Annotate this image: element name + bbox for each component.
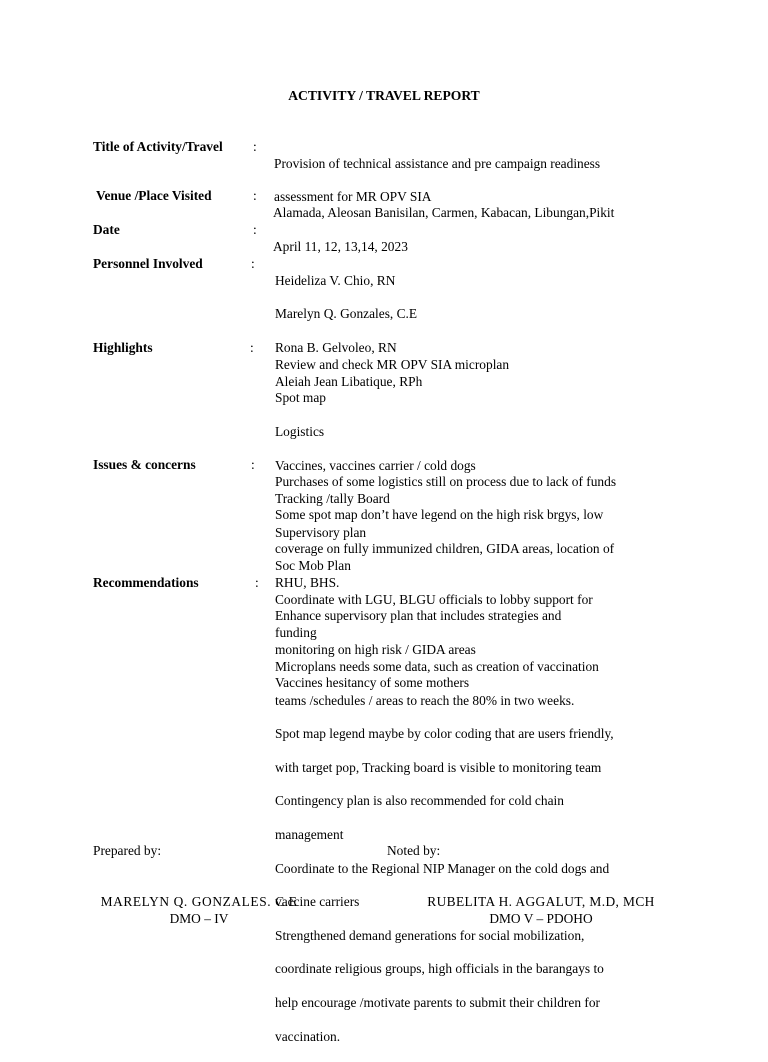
- venue-line: Alamada, Aleosan Banisilan, Carmen, Kabacan, Libungan,Pikit: [273, 204, 615, 220]
- recommendation-line: Microplans needs some data, such as creation of vaccination: [275, 658, 599, 674]
- recommendation-line: vaccination.: [275, 1028, 341, 1044]
- highlight-item: Review and check MR OPV SIA microplan: [275, 356, 510, 372]
- activity-line: Provision of technical assistance and pre campaign readiness: [274, 155, 601, 171]
- personnel-item: Rona B. Gelvoleo, RN: [275, 339, 397, 355]
- recommendation-line: vaccine carriers: [275, 894, 360, 910]
- noted-by-label: Noted by:: [387, 843, 441, 858]
- preparer-signature-block: [93, 893, 305, 927]
- date-colon: :: [253, 222, 257, 237]
- highlight-item: Soc Mob Plan: [275, 558, 351, 574]
- highlight-item: Supervisory plan: [275, 524, 367, 540]
- highlights-colon: :: [250, 340, 254, 355]
- personnel-item: Marelyn Q. Gonzales, C.E: [275, 306, 418, 322]
- personnel-colon: :: [251, 256, 255, 271]
- recommendation-line: help encourage /motivate parents to submit their children for: [275, 994, 600, 1010]
- activity-label: Title of Activity/Travel: [93, 139, 223, 154]
- highlight-item: Spot map: [275, 390, 326, 406]
- issue-line: RHU, BHS.: [275, 574, 340, 590]
- recommendation-line: Coordinate to the Regional NIP Manager on the cold dogs and: [275, 860, 610, 876]
- issue-line: monitoring on high risk / GIDA areas: [275, 641, 476, 657]
- issue-line: Some spot map don’t have legend on the high risk brgys, low: [275, 507, 604, 523]
- date-line: April 11, 12, 13,14, 2023: [273, 238, 408, 254]
- document-title: ACTIVITY / TRAVEL REPORT: [288, 88, 480, 103]
- issue-line: coverage on fully immunized children, GIDA areas, location of: [275, 540, 615, 556]
- personnel-item: Aleiah Jean Libatique, RPh: [275, 373, 423, 389]
- preparer-title: DMO – IV: [169, 911, 229, 926]
- recommendations-label: Recommendations: [93, 575, 199, 590]
- recommendation-line: teams /schedules / areas to reach the 80% in two weeks.: [275, 692, 575, 708]
- preparer-name: MARELYN Q. GONZALES. C.E: [100, 894, 298, 909]
- personnel-item: Heideliza V. Chio, RN: [275, 272, 396, 288]
- recommendation-line: Spot map legend maybe by color coding that are users friendly,: [275, 726, 614, 742]
- issue-line: Purchases of some logistics still on process due to lack of funds: [275, 473, 617, 489]
- venue-label: Venue /Place Visited: [96, 188, 212, 203]
- issues-label: Issues & concerns: [93, 457, 196, 472]
- personnel-label: Personnel Involved: [93, 256, 203, 271]
- activity-line: assessment for MR OPV SIA: [274, 189, 432, 205]
- recommendation-line: Strengthened demand generations for social mobilization,: [275, 927, 585, 943]
- recommendation-line: with target pop, Tracking board is visible to monitoring team: [275, 759, 602, 775]
- recommendations-colon: :: [255, 575, 259, 590]
- issues-colon: :: [251, 457, 255, 472]
- date-label: Date: [93, 222, 120, 237]
- recommendations-list: [275, 575, 675, 1062]
- recommendation-line: funding: [275, 625, 317, 641]
- highlights-label: Highlights: [93, 340, 153, 355]
- highlight-item: Logistics: [275, 423, 325, 439]
- recommendation-line: coordinate religious groups, high officials in the barangays to: [275, 961, 604, 977]
- venue-colon: :: [253, 188, 257, 203]
- highlight-item: Vaccines, vaccines carrier / cold dogs: [275, 457, 476, 473]
- noter-title: DMO V – PDOHO: [489, 911, 593, 926]
- prepared-by-label: Prepared by:: [93, 843, 162, 858]
- highlight-item: Tracking /tally Board: [275, 491, 390, 507]
- recommendation-line: Coordinate with LGU, BLGU officials to lobby support for: [275, 591, 593, 607]
- recommendation-line: Contingency plan is also recommended for cold chain: [275, 793, 564, 809]
- noter-signature-block: [414, 893, 668, 927]
- issue-line: Enhance supervisory plan that includes strategies and: [275, 608, 562, 624]
- recommendation-line: management: [275, 826, 344, 842]
- noter-name: RUBELITA H. AGGALUT, M.D, MCH: [427, 894, 655, 909]
- issue-line: Vaccines hesitancy of some mothers: [275, 675, 470, 691]
- activity-colon: :: [253, 139, 257, 154]
